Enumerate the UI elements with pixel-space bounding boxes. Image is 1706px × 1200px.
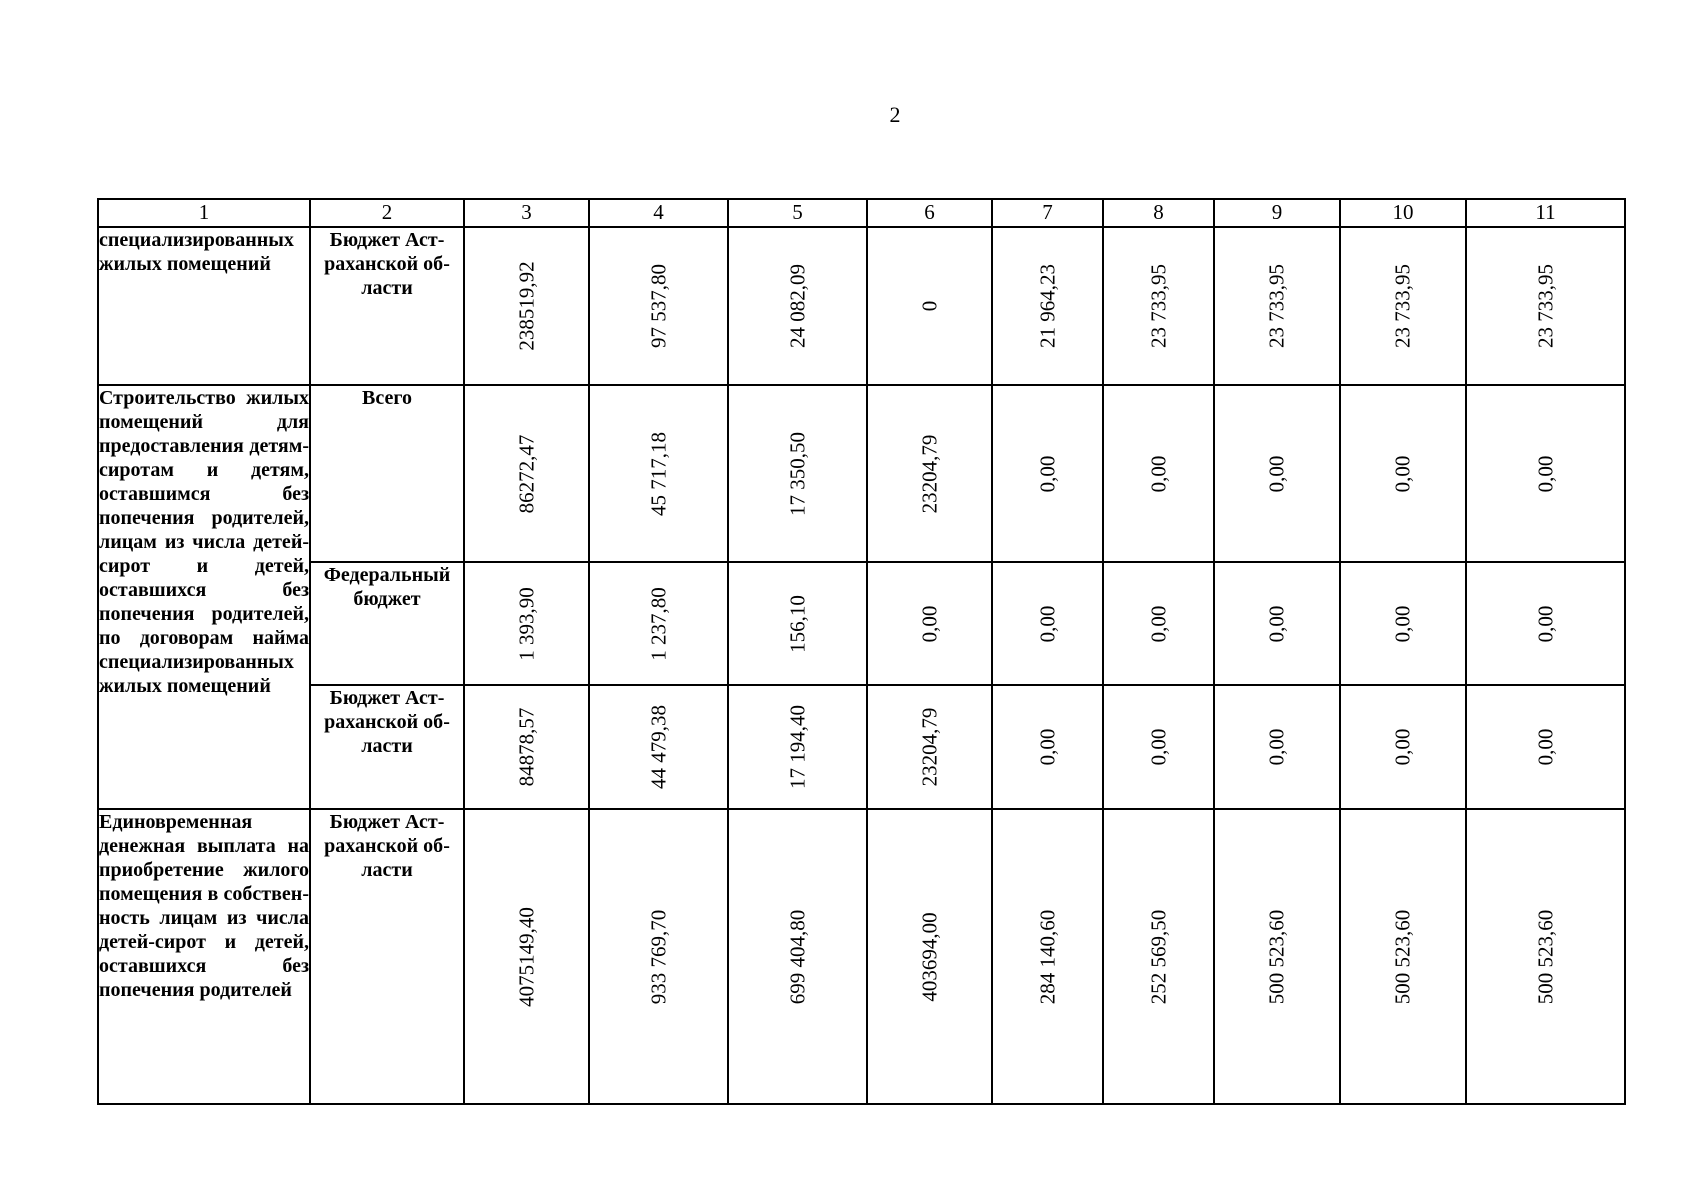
amount-cell-col-8 bbox=[1103, 685, 1214, 809]
amount-value: 21 964,23 bbox=[1034, 264, 1059, 348]
amount-value: 1 237,80 bbox=[645, 586, 670, 661]
amount-cell-col-6 bbox=[867, 562, 992, 685]
column-header-2: 2 bbox=[310, 199, 464, 227]
amount-value: 238519,92 bbox=[513, 261, 538, 351]
amount-cell-col-11 bbox=[1466, 809, 1625, 1104]
amount-cell-col-7 bbox=[992, 685, 1103, 809]
amount-value: 45 717,18 bbox=[645, 431, 670, 516]
amount-cell-col-9 bbox=[1214, 385, 1340, 562]
amount-value: 0,00 bbox=[1532, 728, 1557, 766]
measure-description: Единовременная денежная выплата на приобретение жилого помещения в собственность лицам из числа детей-сирот и детей, оставшихся без попечения родителей bbox=[98, 809, 310, 1104]
table-body bbox=[98, 199, 1625, 1104]
funding-source: Бюджет Астраханской области bbox=[310, 809, 464, 1104]
amount-cell-col-7 bbox=[992, 809, 1103, 1104]
amount-cell-col-6 bbox=[867, 227, 992, 385]
amount-cell-col-9 bbox=[1214, 227, 1340, 385]
amount-cell-col-8 bbox=[1103, 809, 1214, 1104]
column-header-4: 4 bbox=[589, 199, 728, 227]
budget-table bbox=[97, 198, 1626, 1105]
measure-description: Строительство жилых помещений для предоставления детям-сиротам и детям, оставшимся без попечения родителей, лицам из числа детей-сирот и детей, оставшихся без попечения родителей, по договорам найма специализированных жилых помещений bbox=[98, 385, 310, 809]
amount-value: 0,00 bbox=[1532, 605, 1557, 642]
amount-value: 0,00 bbox=[1532, 455, 1557, 492]
amount-cell-col-3 bbox=[464, 385, 589, 562]
amount-cell-col-8 bbox=[1103, 562, 1214, 685]
amount-value: 500 523,60 bbox=[1390, 909, 1415, 1004]
amount-value: 23204,79 bbox=[916, 434, 941, 513]
amount-value: 23204,79 bbox=[916, 707, 941, 787]
amount-value: 933 769,70 bbox=[645, 909, 670, 1004]
amount-cell-col-10 bbox=[1340, 562, 1466, 685]
amount-value: 500 523,60 bbox=[1532, 909, 1557, 1004]
amount-value: 0,00 bbox=[1390, 605, 1415, 642]
amount-cell-col-10 bbox=[1340, 685, 1466, 809]
amount-value: 1 393,90 bbox=[513, 586, 538, 661]
amount-value: 0,00 bbox=[1390, 455, 1415, 492]
amount-cell-col-6 bbox=[867, 685, 992, 809]
amount-cell-col-5 bbox=[728, 685, 867, 809]
amount-cell-col-6 bbox=[867, 385, 992, 562]
amount-value: 403694,00 bbox=[916, 911, 941, 1002]
amount-value: 0,00 bbox=[1264, 605, 1289, 642]
measure-description: специализированных жилых помещений bbox=[98, 227, 310, 385]
amount-value: 17 350,50 bbox=[784, 431, 809, 516]
amount-value: 0 bbox=[916, 300, 941, 312]
amount-value: 500 523,60 bbox=[1264, 909, 1289, 1004]
amount-cell-col-4 bbox=[589, 685, 728, 809]
amount-value: 252 569,50 bbox=[1145, 909, 1170, 1004]
funding-source: Бюджет Астраханской области bbox=[310, 685, 464, 809]
amount-value: 156,10 bbox=[784, 594, 809, 653]
column-header-7: 7 bbox=[992, 199, 1103, 227]
amount-value: 284 140,60 bbox=[1034, 909, 1059, 1004]
column-header-11: 11 bbox=[1466, 199, 1625, 227]
amount-cell-col-10 bbox=[1340, 385, 1466, 562]
amount-value: 0,00 bbox=[1145, 728, 1170, 766]
amount-cell-col-7 bbox=[992, 562, 1103, 685]
amount-cell-col-8 bbox=[1103, 227, 1214, 385]
amount-cell-col-8 bbox=[1103, 385, 1214, 562]
funding-source: Бюджет Астраханской области bbox=[310, 227, 464, 385]
amount-value: 17 194,40 bbox=[784, 705, 809, 789]
table-row bbox=[98, 227, 1625, 385]
amount-cell-col-7 bbox=[992, 385, 1103, 562]
amount-cell-col-9 bbox=[1214, 685, 1340, 809]
amount-value: 0,00 bbox=[1034, 455, 1059, 492]
table-row bbox=[98, 562, 1625, 685]
amount-cell-col-4 bbox=[589, 227, 728, 385]
amount-value: 4075149,40 bbox=[513, 906, 538, 1007]
funding-source: Всего bbox=[310, 385, 464, 562]
amount-cell-col-4 bbox=[589, 809, 728, 1104]
column-header-8: 8 bbox=[1103, 199, 1214, 227]
header-row bbox=[98, 199, 1625, 227]
amount-cell-col-5 bbox=[728, 385, 867, 562]
amount-cell-col-9 bbox=[1214, 809, 1340, 1104]
column-header-10: 10 bbox=[1340, 199, 1466, 227]
amount-value: 97 537,80 bbox=[645, 264, 670, 348]
amount-value: 44 479,38 bbox=[645, 705, 670, 789]
amount-value: 0,00 bbox=[1145, 605, 1170, 642]
amount-value: 699 404,80 bbox=[784, 909, 809, 1004]
amount-value: 0,00 bbox=[1264, 455, 1289, 492]
funding-source: Федеральный бюджет bbox=[310, 562, 464, 685]
amount-cell-col-3 bbox=[464, 227, 589, 385]
amount-cell-col-7 bbox=[992, 227, 1103, 385]
table-row bbox=[98, 809, 1625, 1104]
column-header-6: 6 bbox=[867, 199, 992, 227]
amount-value: 86272,47 bbox=[513, 434, 538, 513]
amount-cell-col-5 bbox=[728, 809, 867, 1104]
amount-cell-col-3 bbox=[464, 562, 589, 685]
amount-value: 0,00 bbox=[1034, 728, 1059, 766]
amount-value: 23 733,95 bbox=[1145, 264, 1170, 348]
amount-value: 0,00 bbox=[1264, 728, 1289, 766]
amount-cell-col-11 bbox=[1466, 562, 1625, 685]
amount-cell-col-5 bbox=[728, 562, 867, 685]
amount-cell-col-9 bbox=[1214, 562, 1340, 685]
amount-value: 0,00 bbox=[1145, 455, 1170, 492]
amount-value: 0,00 bbox=[1034, 605, 1059, 642]
amount-cell-col-4 bbox=[589, 385, 728, 562]
amount-cell-col-11 bbox=[1466, 385, 1625, 562]
amount-cell-col-5 bbox=[728, 227, 867, 385]
column-header-5: 5 bbox=[728, 199, 867, 227]
amount-cell-col-3 bbox=[464, 809, 589, 1104]
amount-cell-col-11 bbox=[1466, 685, 1625, 809]
column-header-1: 1 bbox=[98, 199, 310, 227]
amount-cell-col-11 bbox=[1466, 227, 1625, 385]
amount-value: 23 733,95 bbox=[1264, 264, 1289, 348]
column-header-9: 9 bbox=[1214, 199, 1340, 227]
amount-cell-col-10 bbox=[1340, 227, 1466, 385]
amount-value: 24 082,09 bbox=[784, 264, 809, 348]
amount-value: 23 733,95 bbox=[1390, 264, 1415, 348]
amount-cell-col-3 bbox=[464, 685, 589, 809]
amount-value: 23 733,95 bbox=[1532, 264, 1557, 348]
amount-value: 0,00 bbox=[1390, 728, 1415, 766]
amount-cell-col-10 bbox=[1340, 809, 1466, 1104]
amount-cell-col-4 bbox=[589, 562, 728, 685]
amount-value: 0,00 bbox=[916, 605, 941, 642]
amount-cell-col-6 bbox=[867, 809, 992, 1104]
amount-value: 84878,57 bbox=[513, 707, 538, 787]
table-row bbox=[98, 685, 1625, 809]
column-header-3: 3 bbox=[464, 199, 589, 227]
page-number: 2 bbox=[889, 102, 901, 127]
table-row bbox=[98, 385, 1625, 562]
